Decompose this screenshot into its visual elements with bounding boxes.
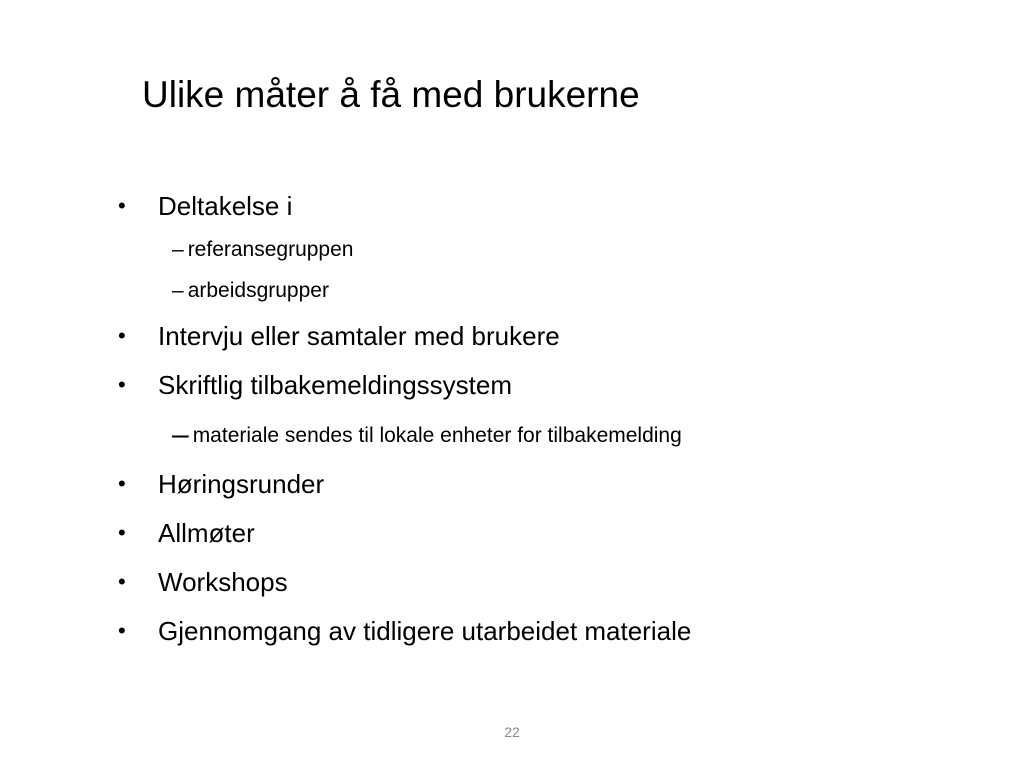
sub-item bbox=[172, 237, 353, 263]
bullet-icon: • bbox=[118, 569, 126, 594]
sub-item-text: materiale sendes til lokale enheter for tilbakemelding bbox=[192, 424, 682, 447]
bullet-item bbox=[118, 517, 255, 549]
dash-icon: – bbox=[172, 238, 184, 261]
sub-item-text: arbeidsgrupper bbox=[187, 279, 329, 302]
page-number: 22 bbox=[504, 724, 520, 740]
bullet-text: Workshops bbox=[158, 567, 288, 597]
slide-title: Ulike måter å få med brukerne bbox=[142, 74, 640, 115]
bullet-text: Gjennomgang av tidligere utarbeidet materiale bbox=[158, 616, 692, 646]
dash-icon: – bbox=[172, 418, 189, 451]
bullet-text: Allmøter bbox=[158, 518, 255, 548]
dash-icon: – bbox=[172, 279, 184, 302]
bullet-item bbox=[118, 369, 512, 401]
bullet-icon: • bbox=[118, 323, 126, 348]
bullet-item bbox=[118, 615, 691, 647]
sub-item bbox=[172, 418, 682, 451]
bullet-icon: • bbox=[118, 193, 126, 218]
sub-item bbox=[172, 278, 329, 304]
bullet-icon: • bbox=[118, 471, 126, 496]
bullet-item bbox=[118, 468, 324, 500]
bullet-text: Skriftlig tilbakemeldingssystem bbox=[158, 370, 513, 400]
bullet-item bbox=[118, 566, 288, 598]
bullet-icon: • bbox=[118, 618, 126, 643]
bullet-item bbox=[118, 320, 560, 352]
bullet-text: Deltakelse i bbox=[158, 191, 293, 221]
bullet-icon: • bbox=[118, 520, 126, 545]
bullet-text: Høringsrunder bbox=[158, 469, 325, 499]
bullet-item bbox=[118, 190, 292, 222]
sub-item-text: referansegruppen bbox=[187, 238, 354, 261]
bullet-text: Intervju eller samtaler med brukere bbox=[158, 321, 560, 351]
bullet-icon: • bbox=[118, 372, 126, 397]
